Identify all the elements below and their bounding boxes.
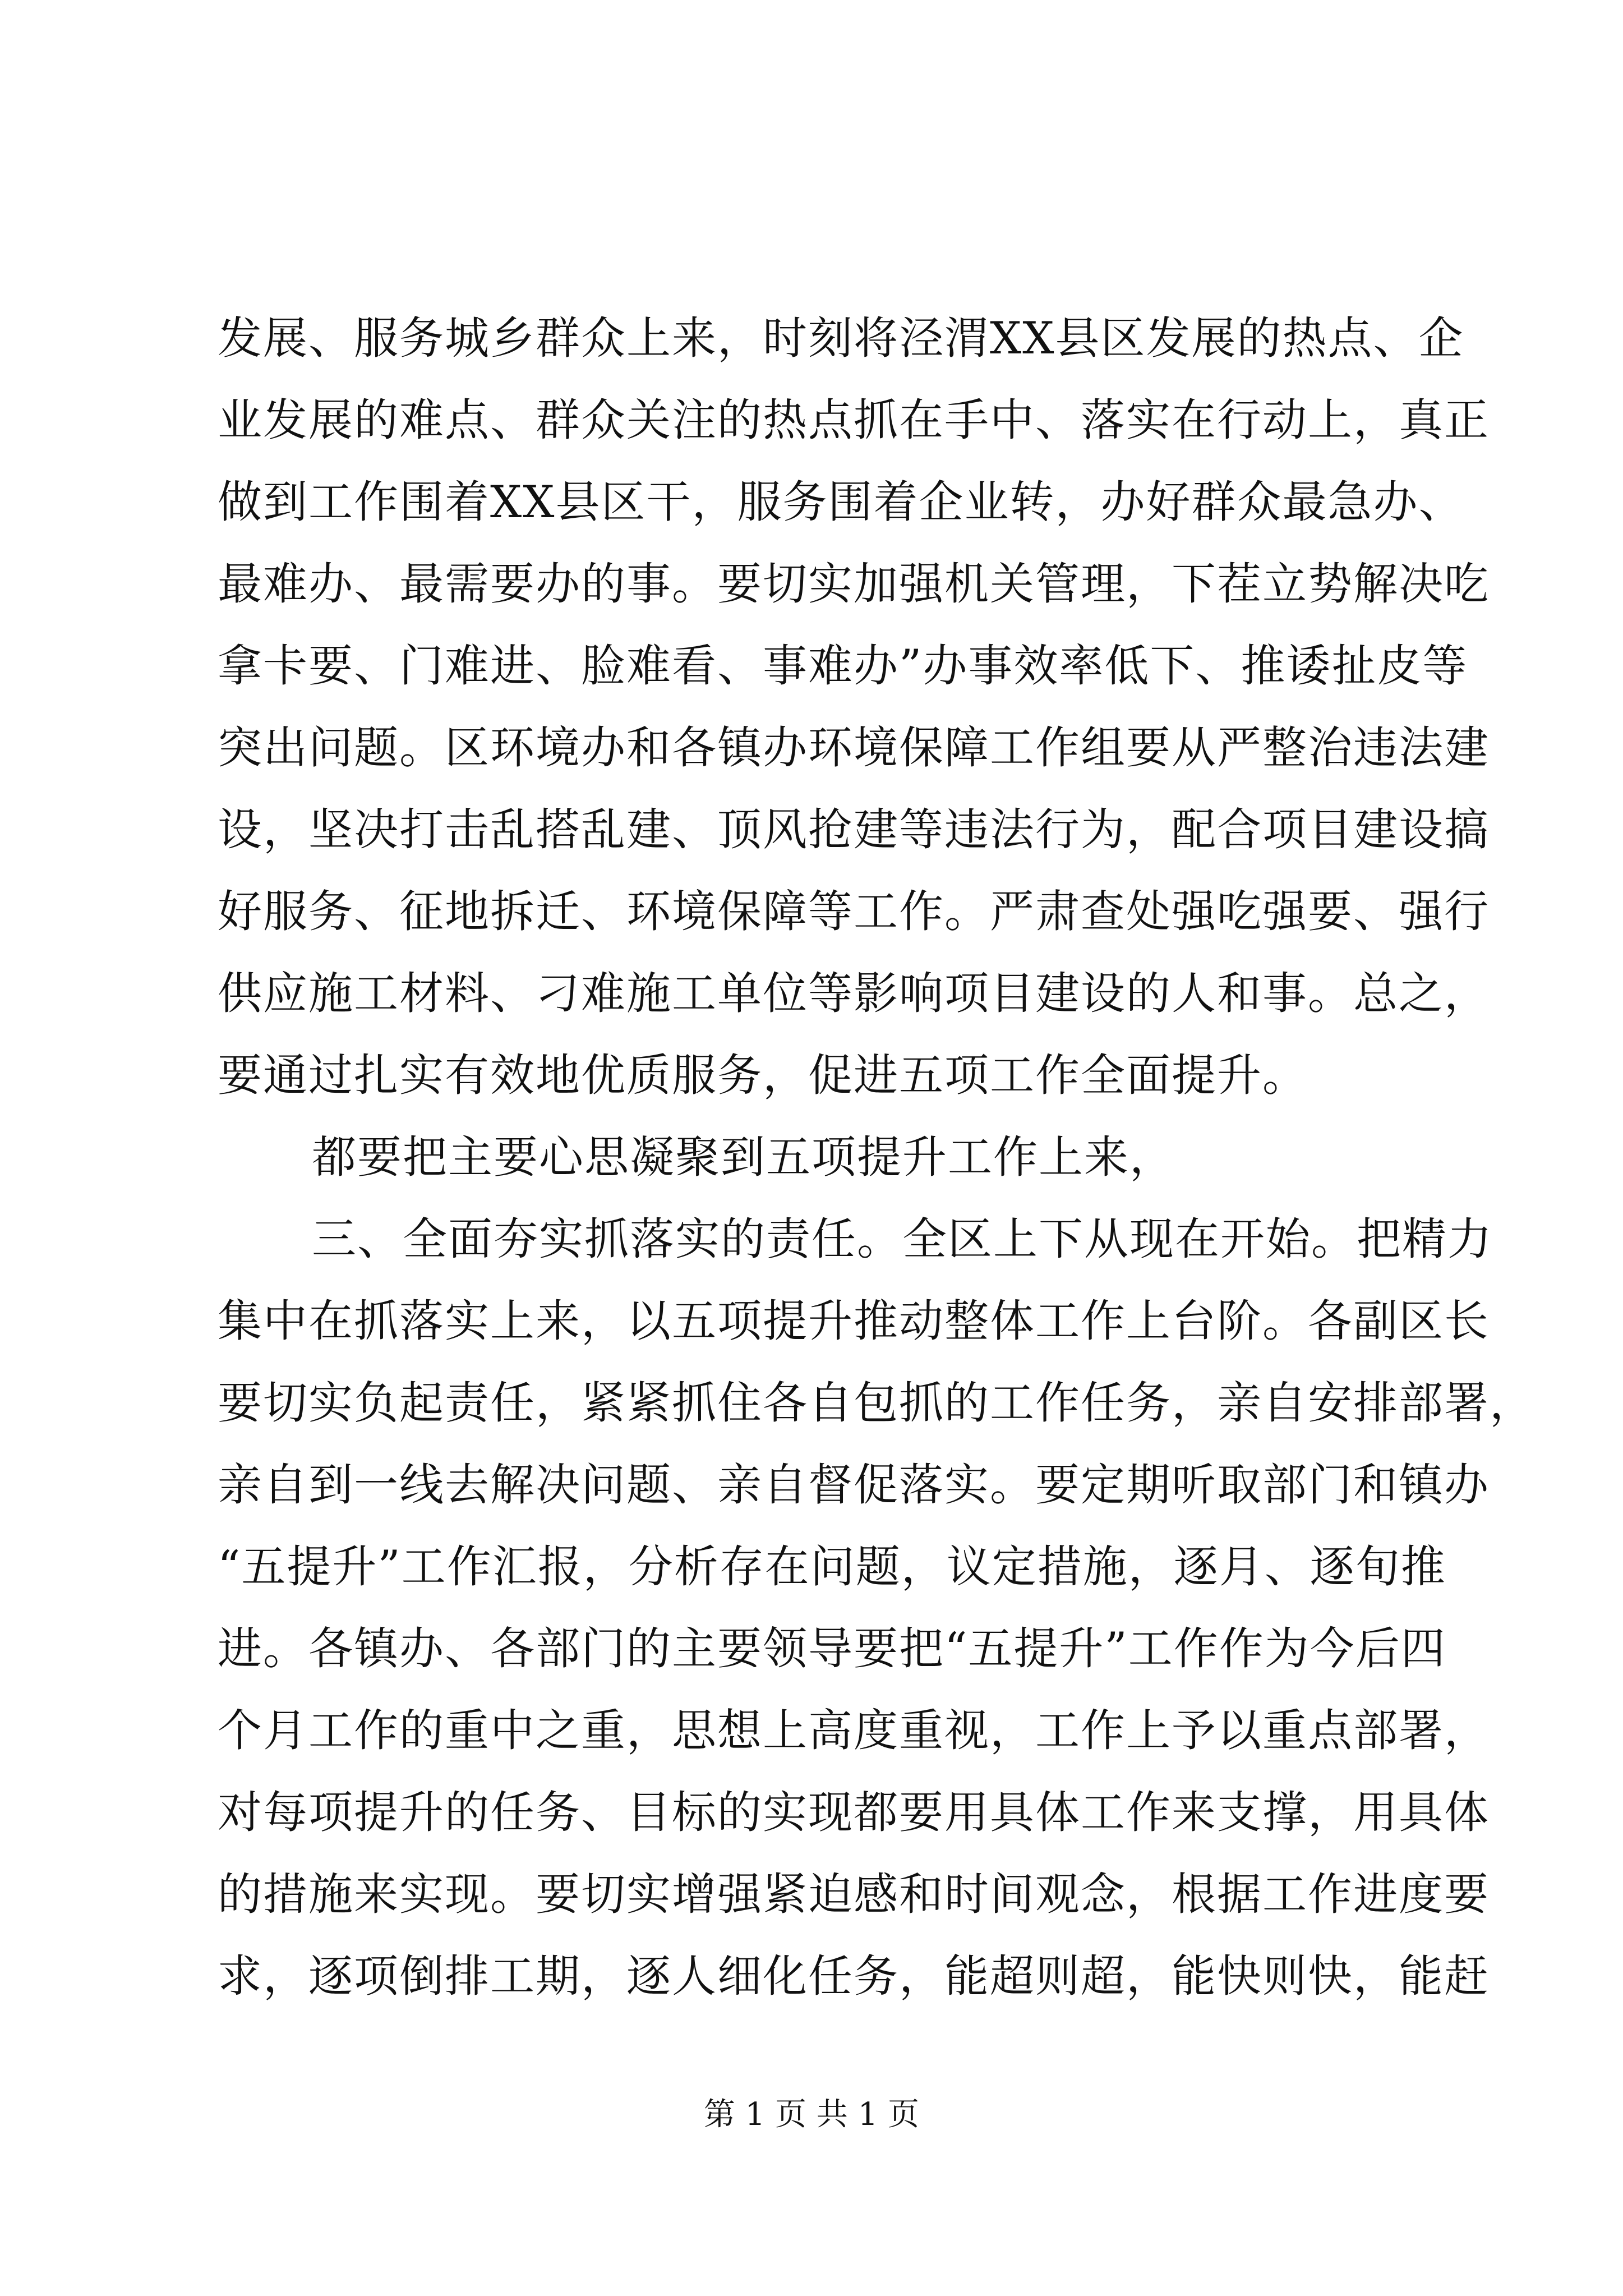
body-text (218, 297, 1535, 2017)
text-line: 对每项提升的任务、目标的实现都要用具体工作来支撑，用具体 (218, 1787, 1490, 1838)
text-line: 要切实负起责任，紧紧抓住各自包抓的工作任务，亲自安排部署， (218, 1377, 1535, 1429)
text-line: 个月工作的重中之重，思想上高度重视，工作上予以重点部署， (218, 1705, 1490, 1756)
text-line: 突出问题。区环境办和各镇办环境保障工作组要从严整治违法建 (218, 722, 1490, 774)
text-line: 拿卡要、门难进、脸难看、事难办”办事效率低下、推诿扯皮等 (218, 640, 1468, 692)
text-line: 好服务、征地拆迁、环境保障等工作。严肃查处强吃强要、强行 (218, 886, 1490, 937)
text-line: 要通过扎实有效地优质服务，促进五项工作全面提升。 (218, 1050, 1308, 1101)
text-line: 业发展的难点、群众关注的热点抓在手中、落实在行动上，真正 (218, 394, 1490, 446)
text-line: 的措施来实现。要切实增强紧迫感和时间观念，根据工作进度要 (218, 1869, 1490, 1920)
text-line: 设，坚决打击乱搭乱建、顶风抢建等违法行为，配合项目建设搞 (218, 804, 1490, 855)
page-footer: 第 1 页 共 1 页 (703, 2096, 920, 2133)
text-line: 最难办、最需要办的事。要切实加强机关管理，下茬立势解决吃 (218, 558, 1490, 610)
text-line: 进。各镇办、各部门的主要领导要把“五提升”工作作为今后四 (218, 1623, 1446, 1674)
text-line: 求，逐项倒排工期，逐人细化任务，能超则超，能快则快，能赶 (218, 1950, 1490, 2002)
text-line: 发展、服务城乡群众上来，时刻将泾渭XX县区发展的热点、企 (218, 312, 1464, 364)
text-line: 集中在抓落实上来，以五项提升推动整体工作上台阶。各副区长 (218, 1295, 1490, 1347)
section-heading-line: 三、全面夯实抓落实的责任。全区上下从现在开始。把精力 (312, 1213, 1493, 1265)
text-line: “五提升”工作汇报，分析存在问题，议定措施，逐月、逐旬推 (218, 1541, 1446, 1593)
text-line: 做到工作围着XX县区干，服务围着企业转，办好群众最急办、 (218, 476, 1464, 528)
text-line: 供应施工材料、刁难施工单位等影响项目建设的人和事。总之， (218, 968, 1490, 1019)
paragraph-line: 都要把主要心思凝聚到五项提升工作上来， (312, 1131, 1175, 1183)
text-line: 亲自到一线去解决问题、亲自督促落实。要定期听取部门和镇办 (218, 1459, 1490, 1511)
